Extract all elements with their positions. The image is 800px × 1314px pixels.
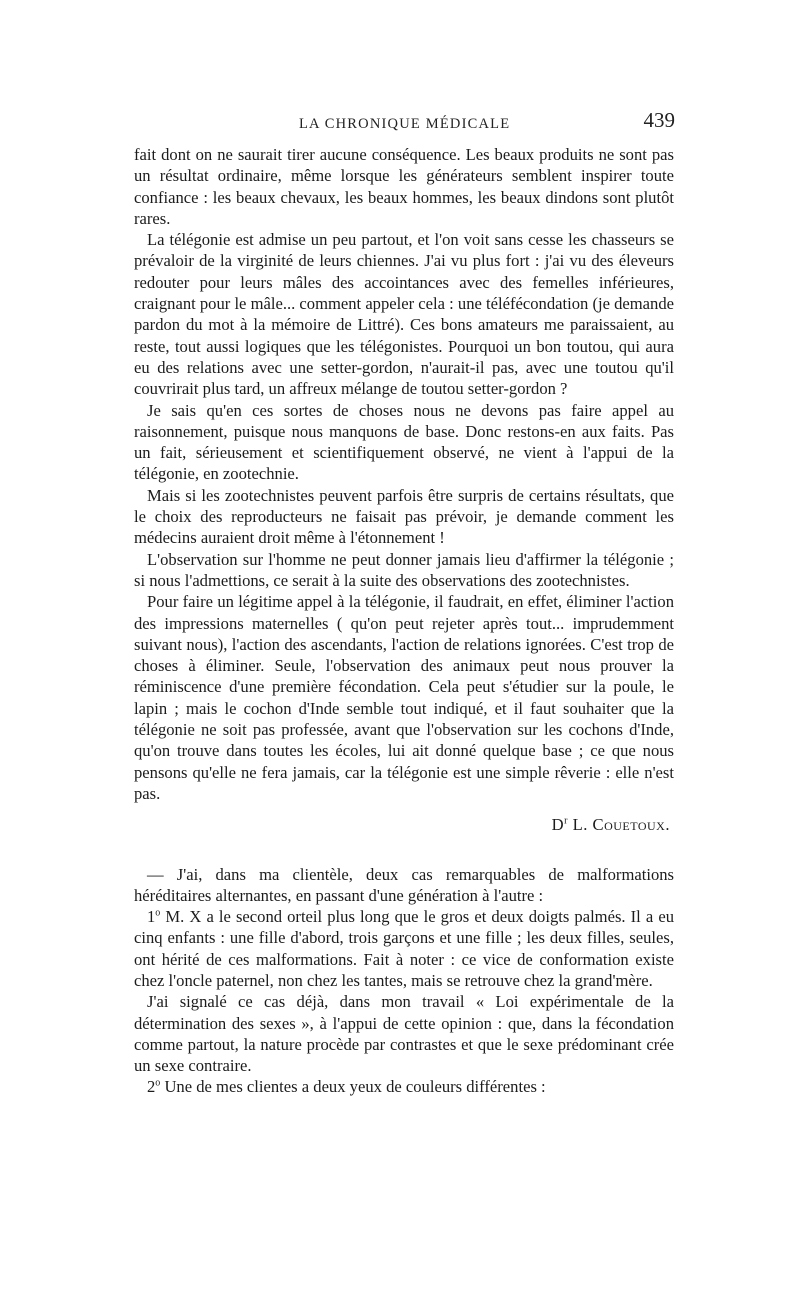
case-2-text: Une de mes clientes a deux yeux de couleurs différentes :: [160, 1077, 546, 1097]
case-2-number: 2: [147, 1077, 156, 1097]
case-2-ordinal: o: [155, 1077, 161, 1089]
case-remark: J'ai signalé ce cas déjà, dans mon travail « Loi expérimentale de la détermination des sexes », à l'appui de cette opinion : que, dans la fécondation comme partout, la nature procède par contrastes et que le sexe prédominant crée un sexe contraire.: [134, 992, 674, 1076]
case-1-ordinal: o: [155, 907, 161, 919]
article-body: [134, 144, 674, 1098]
running-head: [133, 108, 675, 138]
section2-intro: — J'ai, dans ma clientèle, deux cas remarquables de malformations héréditaires alternantes, en passant d'une génération à l'autre :: [134, 864, 674, 905]
case-2: [134, 1076, 674, 1097]
paragraph-3: Je sais qu'en ces sortes de choses nous ne devons pas faire appel au raisonnement, puisque nous manquons de base. Donc restons-en aux faits. Pas un fait, sérieusement et scientifiquement observé, ne vient à l'appui de la télégonie, en zootechnie.: [134, 400, 674, 484]
journal-title: LA CHRONIQUE MÉDICALE: [299, 116, 511, 132]
case-1-number: 1: [147, 907, 156, 927]
author-signature: [134, 814, 674, 835]
case-1-text: M. X a le second orteil plus long que le gros et deux doigts palmés. Il a eu cinq enfants : une fille d'abord, trois garçons et une fille ; les deux filles, seules, ont hérité de ces malformations. Fait à noter : ce vice de conformation existe chez l'oncle paternel, non chez les tantes, mais se retrouve chez la grand'mère.: [134, 907, 674, 990]
signature-name: L. Couetoux.: [572, 815, 670, 835]
paragraph-2: La télégonie est admise un peu partout, et l'on voit sans cesse les chasseurs se prévaloir de la virginité de leurs chiennes. J'ai vu plus fort : j'ai vu des éleveurs redouter pour leurs mâles des accointances avec des femelles inférieures, craignant pour le mâle... comment appeler cela : une téléfécondation (je demande pardon du mot à la mémoire de Littré). Ces bons amateurs me paraissaient, au reste, tout aussi logiques que les télégonistes. Pourquoi un bon toutou, qui aura eu des relations avec une setter-gordon, n'aurait-il pas, avec une toutou qu'il couvrirait plus tard, un affreux mélange de toutou setter-gordon ?: [134, 230, 674, 399]
case-1: [134, 906, 674, 991]
signature-title: D: [551, 815, 565, 835]
paragraph-5: L'observation sur l'homme ne peut donner jamais lieu d'affirmer la télégonie ; si nous l'admettions, ce serait à la suite des observations des zootechnistes.: [134, 549, 674, 590]
paragraph-6: Pour faire un légitime appel à la télégonie, il faudrait, en effet, éliminer l'action des impressions maternelles ( qu'on peut rejeter après tout... imprudemment suivant nous), l'action des ascendants, l'action de relations ignorées. C'est trop de choses à éliminer. Seule, l'observation des animaux peut nous prouver la réminiscence d'une première fécondation. Cela peut s'étudier sur la poule, le lapin ; mais le cochon d'Inde semble tout indiqué, et il faut souhaiter que la télégonie ne soit pas professée, avant que l'observation sur les cochons d'Inde, qu'on trouve dans toutes les écoles, lui ait donné quelque base ; ce que nous pensons qu'elle ne fera jamais, car la télégonie est une simple rêverie : elle n'est pas.: [134, 592, 674, 803]
paragraph-4: Mais si les zootechnistes peuvent parfois être surpris de certains résultats, que le choix des reproducteurs ne faisait pas prévoir, je demande comment les médecins auraient droit même à l'étonnement !: [134, 485, 674, 548]
paragraph-1: fait dont on ne saurait tirer aucune conséquence. Les beaux produits ne sont pas un résultat ordinaire, même lorsque les générateurs semblent inspirer toute confiance : les beaux chevaux, les beaux hommes, les beaux dindons sont plutôt rares.: [134, 145, 674, 228]
signature-title-sup: r: [564, 815, 568, 827]
page-number: 439: [643, 108, 675, 132]
section-gap: [134, 836, 674, 864]
